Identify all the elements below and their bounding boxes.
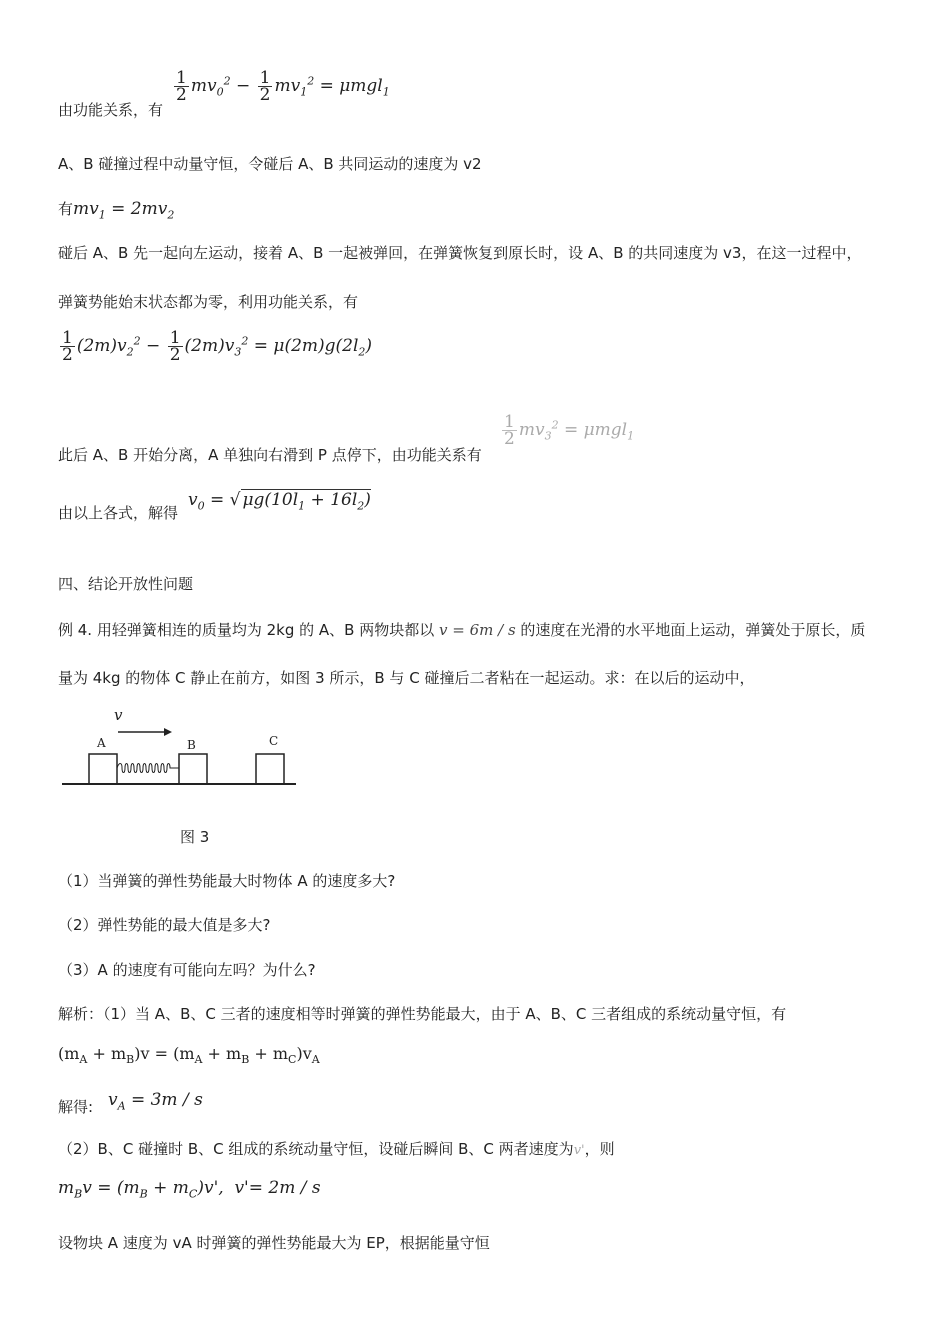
question-1: （1）当弹簧的弹性势能最大时物体 A 的速度多大? <box>58 872 396 890</box>
question-3: （3）A 的速度有可能向左吗？为什么? <box>58 961 316 979</box>
text-ex4-a: 例 4. 用轻弹簧相连的质量均为 2kg 的 A、B 两物块都以 <box>58 621 435 639</box>
example4-line-2: 量为 4kg 的物体 C 静止在前方，如图 3 所示，B 与 C 碰撞后二者粘在一起运动。求：在以后的运动中， <box>58 669 755 687</box>
label-b: B <box>187 738 196 752</box>
after-collision-line: 碰后 A、B 先一起向左运动，接着 A、B 一起被弹回，在弹簧恢复到原长时，设 A、B 的共同速度为 v3，在这一过程中， <box>58 244 862 262</box>
text-you: 有 <box>58 200 74 218</box>
formula-momentum: $mv_1 = 2mv_2$ <box>73 199 175 222</box>
formula-energy-1: $\frac{1}{2}$ $mv_0^2$ − $\frac{1}{2}$ $mv_1^2 = \mu mgl_1$ <box>176 68 390 105</box>
section-heading: 四、结论开放性问题 <box>58 575 194 593</box>
figure-caption: 图 3 <box>180 828 210 846</box>
result-line <box>58 1097 93 1117</box>
solution-intro: 解析：（1）当 A、B、C 三者的速度相等时弹簧的弹性势能最大，由于 A、B、C 三者组成的系统动量守恒，有 <box>58 1005 787 1023</box>
text-energy-relation: 由功能关系，有 <box>58 101 164 119</box>
separation-line <box>58 445 482 465</box>
formula-energy-3: $\frac{1}{2}$ $mv_3^2 = \mu mgl_1$ <box>504 412 635 449</box>
question-2: （2）弹性势能的最大值是多大? <box>58 916 271 934</box>
formula-momentum-abc: $(m_A + m_B)v = (m_A + m_B + m_C)v_A$ <box>58 1044 320 1067</box>
solution-part-2 <box>58 1139 615 1161</box>
momentum-formula-line <box>58 199 174 225</box>
text-solve: 由以上各式，解得 <box>58 504 179 522</box>
spring-energy-line: 弹簧势能始末状态都为零，利用功能关系，有 <box>58 293 359 311</box>
solution-line <box>58 503 178 523</box>
text-result: 解得: <box>58 1098 94 1116</box>
block-a <box>89 754 117 784</box>
formula-va: $v_A = 3m / s$ <box>108 1090 203 1113</box>
energy-relation-line-1 <box>58 100 163 120</box>
formula-v6: v = 6m / s <box>434 621 521 639</box>
text-sol2-end: ，则 <box>584 1140 615 1158</box>
figure-3-diagram <box>60 700 300 792</box>
arrow-head <box>164 728 172 736</box>
label-a: A <box>97 736 106 750</box>
text-ex4-b: 的速度在光滑的水平地面上运动，弹簧处于原长，质 <box>520 621 866 639</box>
text-sol2: （2）B、C 碰撞时 B、C 组成的系统动量守恒，设碰后瞬间 B、C 两者速度为 <box>58 1140 574 1158</box>
momentum-line: A、B 碰撞过程中动量守恒，令碰后 A、B 共同运动的速度为 v2 <box>58 155 482 173</box>
formula-v0: $v_0$ = √ $\mu g(10l_1 + 16l_2)$ <box>188 490 371 513</box>
block-b <box>179 754 207 784</box>
formula-energy-2: $\frac{1}{2}$ $(2m)v_2^2$ − $\frac{1}{2}$ $(2m)v_3^2 = \mu(2m)g(2l_2)$ <box>62 328 373 365</box>
block-c <box>256 754 284 784</box>
spring <box>117 764 179 773</box>
text-separation: 此后 A、B 开始分离，A 单独向右滑到 P 点停下，由功能关系有 <box>58 446 482 464</box>
label-c: C <box>269 734 279 748</box>
energy-conservation-line: 设物块 A 速度为 vA 时弹簧的弹性势能最大为 EP，根据能量守恒 <box>58 1234 490 1252</box>
formula-vprime: v' <box>573 1143 585 1158</box>
formula-bc-momentum: $m_Bv = (m_B + m_C)v'$, v'= 2m / s <box>58 1178 321 1201</box>
label-velocity: v <box>114 706 123 724</box>
example4-line-1 <box>58 620 865 640</box>
